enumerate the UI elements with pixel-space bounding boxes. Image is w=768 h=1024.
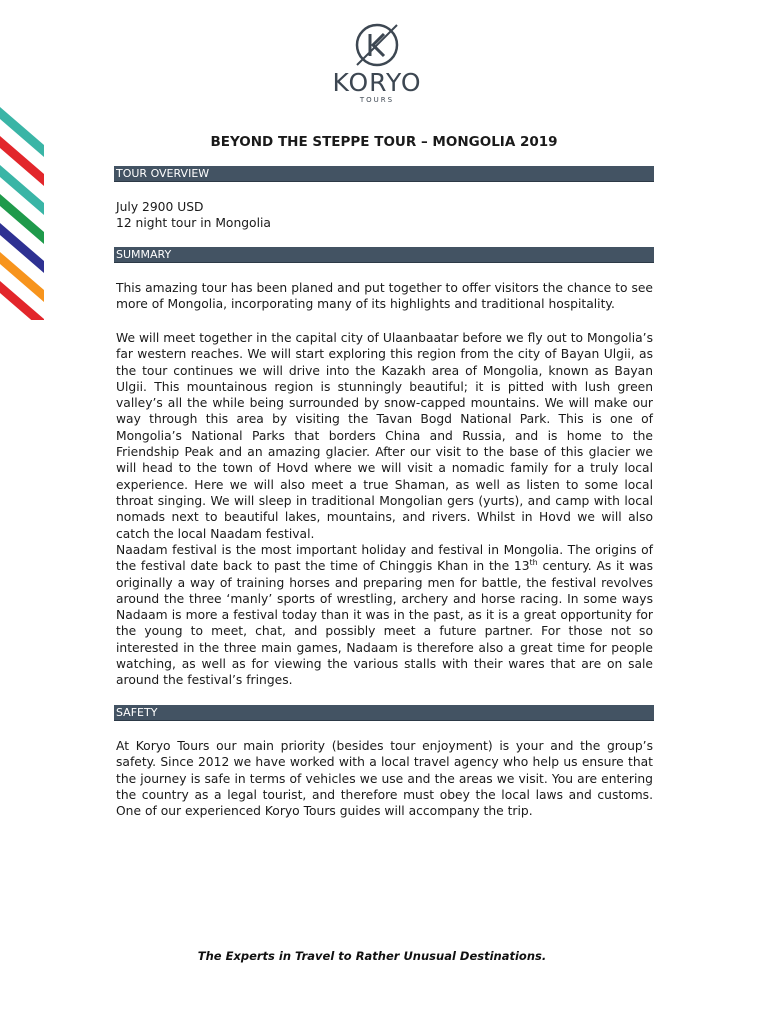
logo-wordmark: KORYO <box>332 68 422 97</box>
overview-text <box>116 199 653 232</box>
summary-p3 <box>116 542 653 689</box>
overview-duration: 12 night tour in Mongolia <box>116 216 271 231</box>
document-title: BEYOND THE STEPPE TOUR – MONGOLIA 2019 <box>210 134 558 150</box>
summary-paragraph-2 <box>116 330 653 542</box>
logo-subtitle: TOURS <box>359 96 395 104</box>
summary-p3-superscript: th <box>529 558 538 568</box>
section-heading-safety: SAFETY <box>114 705 654 721</box>
summary-p3-part-b: century. As it was originally a way of training horses and preparing men for battle, the festival revolves around the three ‘manly’ sports of wrestling, archery and horse racing. In some ways Nadaam is more a festival today than it was in the past, as it is a great opportunity for the young to meet, chat, and possibly meet a future partner. For those not so interested in the three main games, Nadaam is therefore also a great time for people watching, as well as for viewing the various stalls with their wares that are on sale around the festival’s fringes. <box>116 559 653 688</box>
decorative-stripes <box>0 95 50 320</box>
footer-tagline: The Experts in Travel to Rather Unusual Destinations. <box>197 949 547 963</box>
section-heading-summary: SUMMARY <box>114 247 654 263</box>
safety-paragraph <box>116 738 653 819</box>
section-heading-overview: TOUR OVERVIEW <box>114 166 654 182</box>
koryo-logo-icon <box>354 22 400 68</box>
summary-p2: We will meet together in the capital city of Ulaanbaatar before we fly out to Mongolia’s far western reaches. We will start exploring this region from the city of Bayan Ulgii, as the tour continues we will drive into the Kazakh area of Mongolia, known as Bayan Ulgii. This mountainous region is stunningly beautiful; it is pitted with lush green valley’s all the while being surrounded by snow-capped mountains. We will make our way through this area by visiting the Tavan Bogd National Park. This is one of Mongolia’s National Parks that borders China and Russia, and is home to the Friendship Peak and an amazing glacier. After our visit to the base of this glacier we will head to the town of Hovd where we will visit a nomadic family for a truly local experience. Here we will also meet a true Shaman, as well as listen to some local throat singing. We will sleep in traditional Mongolian gers (yurts), and camp with local nomads next to beautiful lakes, mountains, and rivers. Whilst in Hovd we will also catch the local Naadam festival. <box>116 331 653 541</box>
overview-price: July 2900 USD <box>116 200 204 214</box>
summary-paragraph-1 <box>116 280 653 313</box>
summary-p3-part-a: Naadam festival is the most important holiday and festival in Mongolia. The origins of the festival date back to past the time of Chinggis Khan in the 13 <box>116 543 653 574</box>
safety-p1: At Koryo Tours our main priority (besides tour enjoyment) is your and the group’s safety. Since 2012 we have worked with a local travel agency who help us ensure that the journey is safe in terms of vehicles we use and the areas we visit. You are entering the country as a legal tourist, and therefore must obey the local laws and customs. One of our experienced Koryo Tours guides will accompany the trip. <box>116 739 653 819</box>
summary-p1: This amazing tour has been planed and put together to offer visitors the chance to see more of Mongolia, incorporating many of its highlights and traditional hospitality. <box>116 281 653 312</box>
koryo-tours-logo <box>322 22 432 108</box>
summary-paragraph-3 <box>116 542 653 689</box>
